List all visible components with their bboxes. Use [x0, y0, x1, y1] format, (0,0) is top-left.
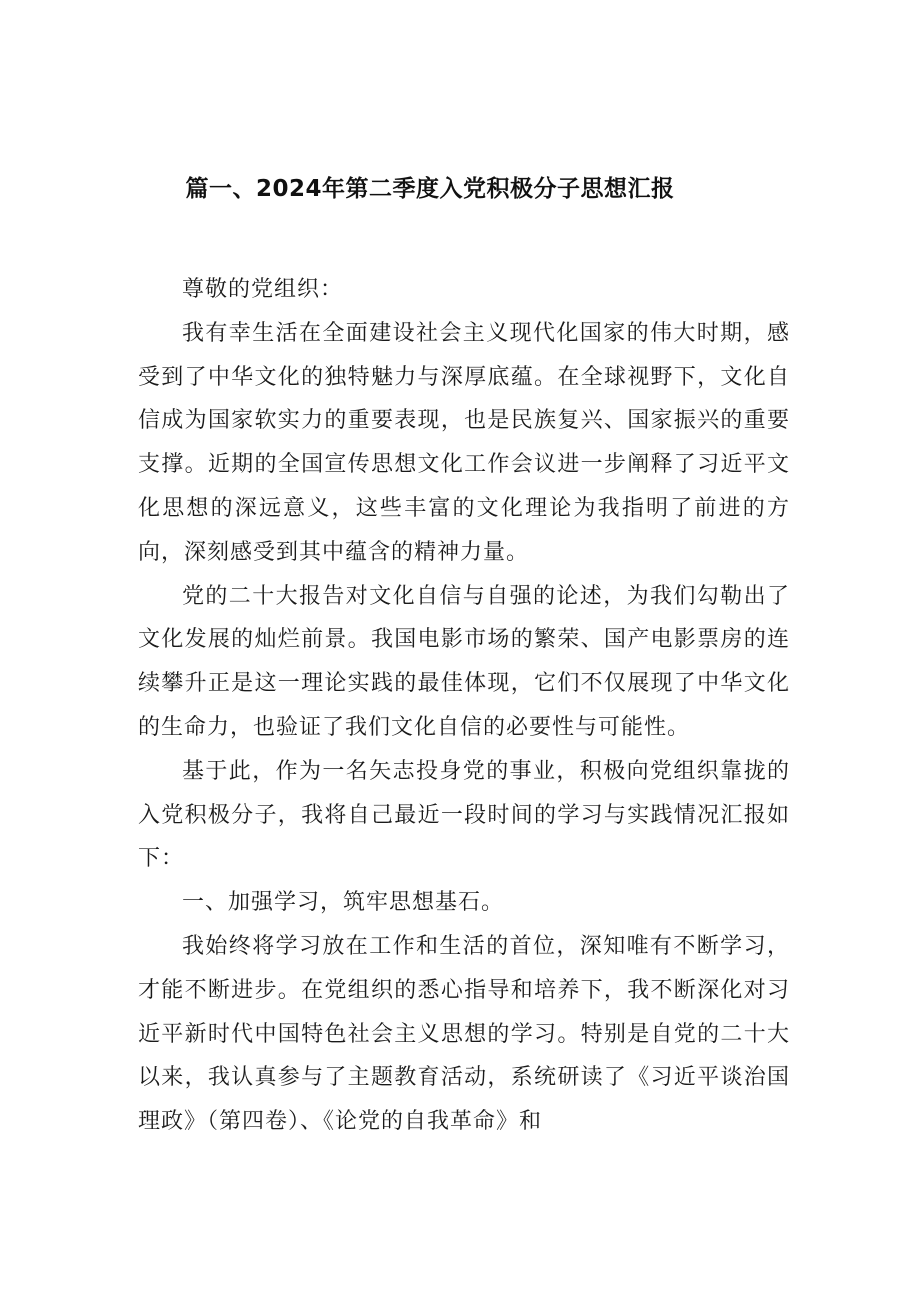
paragraph: 我有幸生活在全面建设社会主义现代化国家的伟大时期，感受到了中华文化的独特魅力与深厚底蕴。在全球视野下，文化自信成为国家软实力的重要表现，也是民族复兴、国家振兴的重要支撑。近期的全国宣传思想文化工作会议进一步阐释了习近平文化思想的深远意义，这些丰富的文化理论为我指明了前进的方向，深刻感受到其中蕴含的精神力量。: [138, 320, 790, 565]
section-heading: 一、加强学习，筑牢思想基石。: [182, 890, 505, 916]
paragraph: 基于此，作为一名矢志投身党的事业，积极向党组织靠拢的入党积极分子，我将自己最近一段时间的学习与实践情况汇报如下：: [138, 758, 790, 872]
salutation: 尊敬的党组织：: [182, 277, 344, 302]
paragraph: 我始终将学习放在工作和生活的首位，深知唯有不断学习，才能不断进步。在党组织的悉心指导和培养下，我不断深化对习近平新时代中国特色社会主义思想的学习。特别是自党的二十大以来，我认真参与了主题教育活动，系统研读了《习近平谈治国理政》（第四卷）、《论党的自我革命》和: [138, 933, 790, 1135]
document-title: 篇一、2024年第二季度入党积极分子思想汇报: [185, 176, 675, 202]
document-body: [138, 268, 790, 1144]
paragraph: 党的二十大报告对文化自信与自强的论述，为我们勾勒出了文化发展的灿烂前景。我国电影市场的繁荣、国产电影票房的连续攀升正是这一理论实践的最佳体现，它们不仅展现了中华文化的生命力，也验证了我们文化自信的必要性与可能性。: [138, 583, 790, 740]
